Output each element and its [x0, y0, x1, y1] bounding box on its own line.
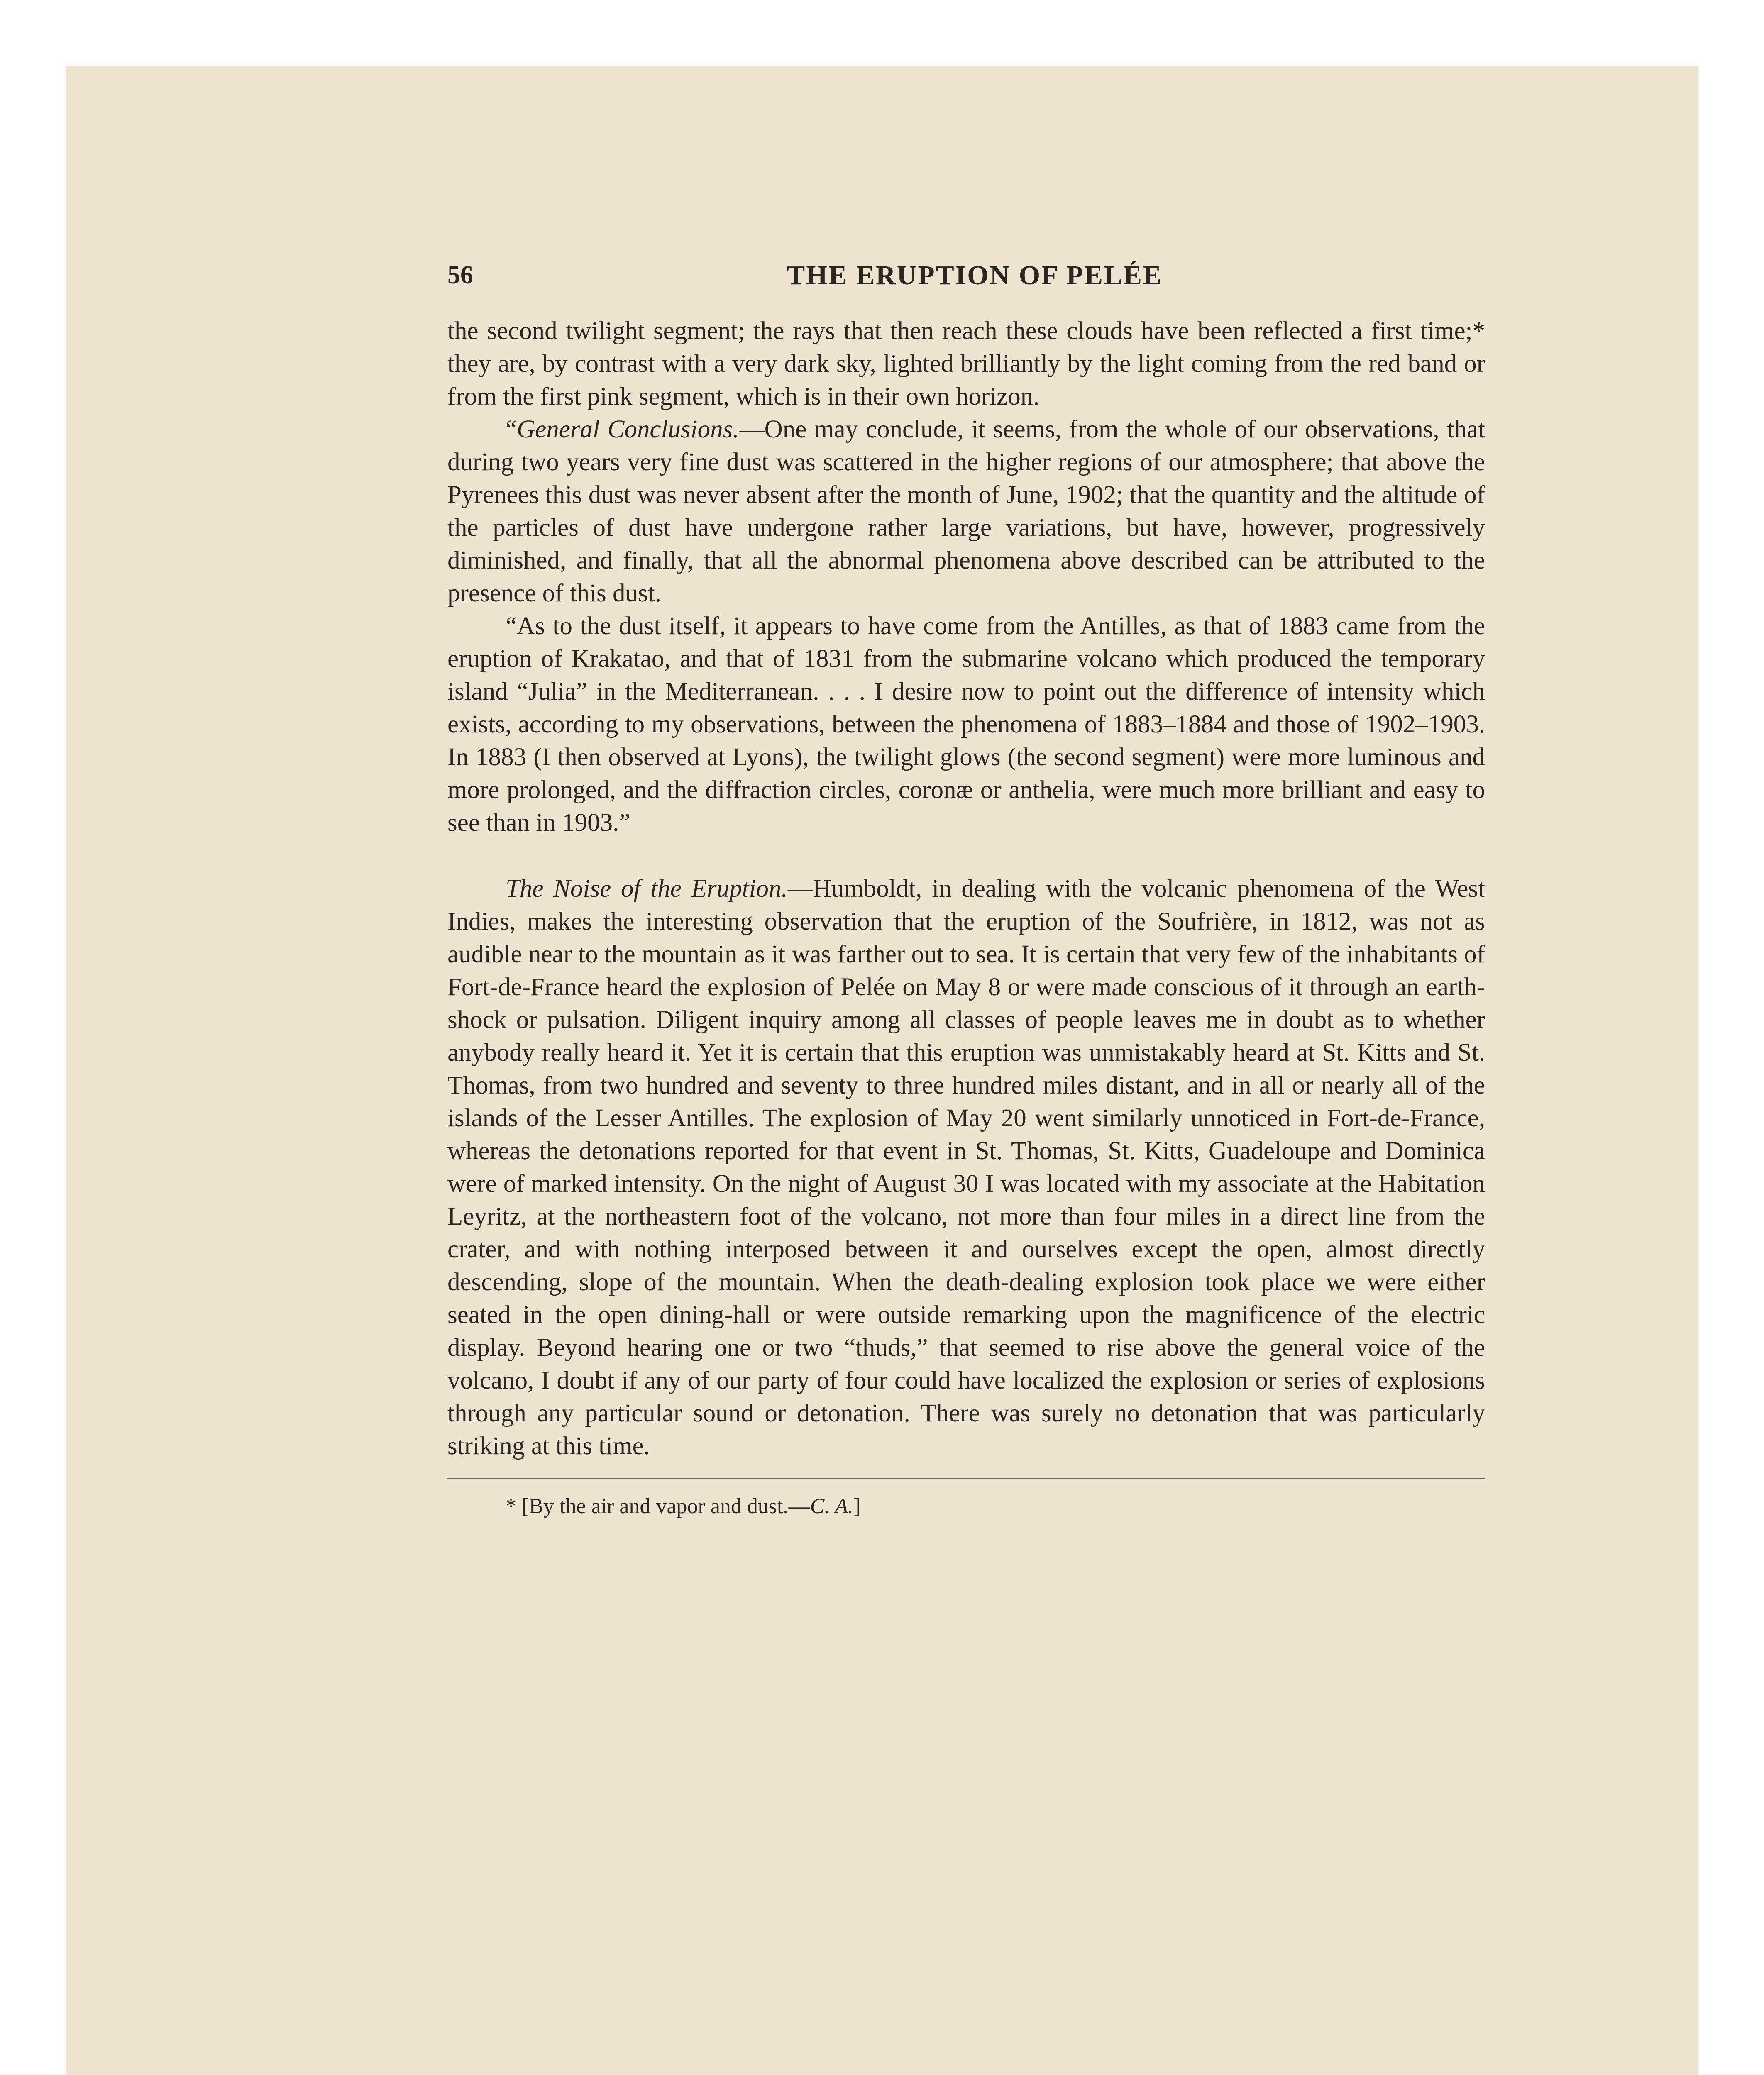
text-block [447, 256, 1485, 1521]
running-title: THE ERUPTION OF PELÉE [787, 260, 1163, 290]
paragraph-noise-of-eruption [447, 872, 1485, 1462]
paragraph-text: —One may conclude, it seems, from the whole of our observations, that during two years very fine dust was scattered in the higher regions of our atmosphere; that above the Pyrenees this dust was never absent after the month of June, 1902; that the quantity and the altitude of the particles of dust have undergone rather large variations, but have, however, progressively diminished, and finally, that all the abnormal phenomena above described can be attributed to the presence of this dust. [447, 415, 1485, 607]
opening-quote: “ [506, 415, 517, 443]
footnote-text: * [By the air and vapor and dust.— [506, 1494, 810, 1518]
page-number: 56 [447, 261, 473, 289]
footnote [447, 1492, 1485, 1521]
section-heading-noise: The Noise of the Eruption. [506, 875, 788, 903]
footnote-rule [447, 1478, 1485, 1479]
section-heading-general-conclusions: General Conclusions. [517, 415, 739, 443]
paragraph-text: “As to the dust itself, it appears to have come from the Antilles, as that of 1883 came from the eruption of Krakatao, and that of 1831 from the submarine volcano which produced the temporary island “Julia” in the Mediterranean. . . . I desire now to point out the difference of intensity which exists, according to my observations, between the phenomena of 1883–1884 and those of 1902–1903. In 1883 (I then observed at Lyons), the twilight glows (the second segment) were more luminous and more prolonged, and the diffraction circles, coronæ or anthelia, were much more brilliant and easy to see than in 1903.” [447, 612, 1485, 837]
footnote-close: ] [853, 1494, 861, 1518]
paragraph-text: the second twilight segment; the rays that then reach these clouds have been reflected a first time;* they are, by contrast with a very dark sky, lighted brilliantly by the light coming from the red band or from the first pink segment, which is in their own horizon. [447, 317, 1485, 410]
paragraph-continuation [447, 315, 1485, 413]
paragraph-dust-origin [447, 610, 1485, 839]
footnote-initials: C. A. [810, 1494, 854, 1518]
running-head [447, 256, 1485, 315]
paragraph-text: —Humboldt, in dealing with the volcanic phenomena of the West Indies, makes the interesting observation that the eruption of the Soufrière, in 1812, was not as audible near to the mountain as it was farther out to sea. It is certain that very few of the inhabitants of Fort-de-France heard the explosion of Pelée on May 8 or were made conscious of it through an earth-shock or pulsation. Diligent inquiry among all classes of people leaves me in doubt as to whether anybody really heard it. Yet it is certain that this eruption was unmistakably heard at St. Kitts and St. Thomas, from two hundred and seventy to three hundred miles distant, and in all or nearly all of the islands of the Lesser Antilles. The explosion of May 20 went similarly unnoticed in Fort-de-France, whereas the detonations reported for that event in St. Thomas, St. Kitts, Guadeloupe and Dominica were of marked intensity. On the night of August 30 I was located with my associate at the Habitation Leyritz, at the northeastern foot of the volcano, not more than four miles in a direct line from the crater, and with nothing interposed between it and ourselves except the open, almost directly descending, slope of the mountain. When the death-dealing explosion took place we were either seated in the open dining-hall or were outside remarking upon the magnificence of the electric display. Beyond hearing one or two “thuds,” that seemed to rise above the general voice of the volcano, I doubt if any of our party of four could have localized the explosion or series of explosions through any particular sound or detonation. There was surely no detonation that was particularly striking at this time. [447, 875, 1485, 1460]
page [66, 66, 1698, 2075]
paragraph-general-conclusions [447, 413, 1485, 610]
